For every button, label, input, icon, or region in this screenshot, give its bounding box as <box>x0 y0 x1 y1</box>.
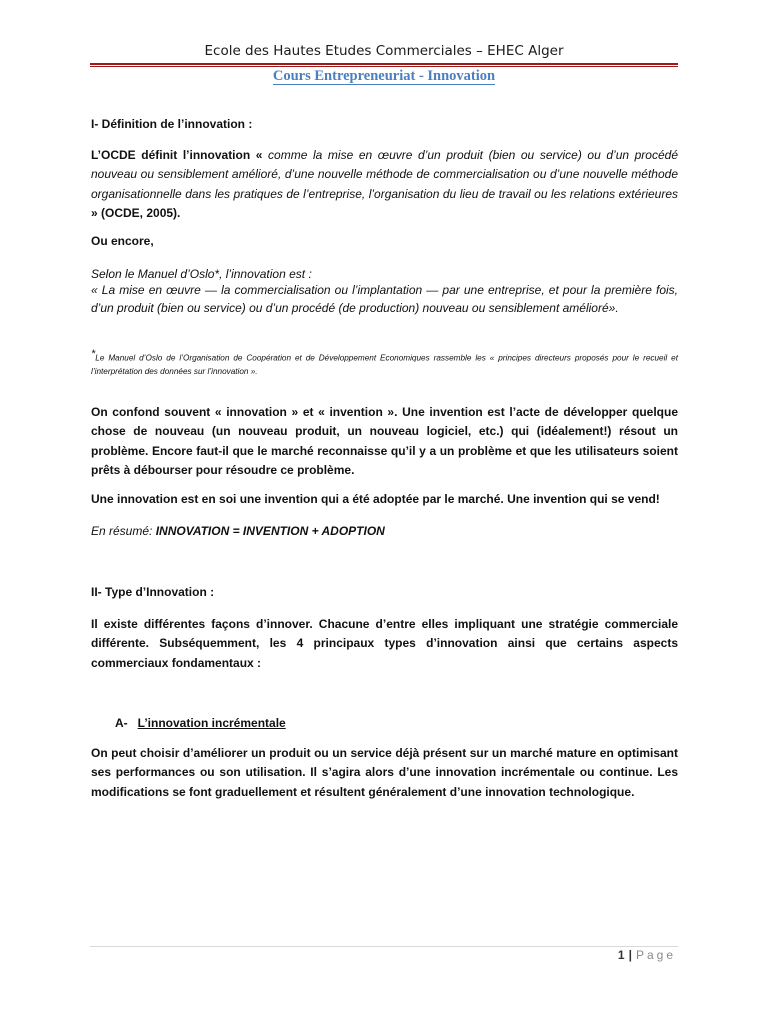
header-rule-thick <box>90 63 678 65</box>
footnote-star: * <box>91 348 96 360</box>
section-1-heading: I- Définition de l’innovation : <box>91 117 253 131</box>
ocde-quote: comme la mise en œuvre d’un produit (bien ou service) ou d’un procédé nouveau ou sensiblement amélioré, d’une nouvelle méthode de commercialisation ou d’une nouvelle méthode organisationnelle dans les pratiques de l’entreprise, l’organisation du lieu de travail ou les relations extérieures <box>91 148 678 201</box>
invention-lead: On confond souvent « innovation » et « invention ». <box>91 405 398 419</box>
summary-lead: En résumé: <box>91 524 156 538</box>
footer-separator: | <box>628 948 632 962</box>
page-number: 1 <box>617 948 625 962</box>
summary-line <box>91 522 678 541</box>
footer-rule <box>90 946 678 947</box>
header-rule-thin <box>90 66 678 67</box>
page-label: Page <box>635 948 676 962</box>
subsection-a-title: L’innovation incrémentale <box>137 716 286 730</box>
course-title-text: Cours Entrepreneuriat - Innovation <box>272 68 496 84</box>
invention-rest: Une invention est l’acte de développer quelque chose de nouveau (un nouveau produit, un nouveau logiciel, etc.) qui (idéalement!) résout un problème. Encore faut-il que le marché reconnaisse qu’il y a un problème et que les utilisateurs soient prêts à débourser pour résoudre ce problème. <box>91 405 678 477</box>
school-header: Ecole des Hautes Etudes Commerciales – EHEC Alger <box>204 43 564 59</box>
adoption-paragraph: Une innovation est en soi une invention qui a été adoptée par le marché. Une invention qui se vend! <box>91 492 660 506</box>
section-2-heading: II- Type d’Innovation : <box>91 585 215 599</box>
ou-encore: Ou encore, <box>91 234 154 248</box>
footnote-text: Le Manuel d’Oslo de l’Organisation de Coopération et de Développement Economiques rassemble les « principes directeurs proposés pour le recueil et l’interprétation des données sur l’innovation ». <box>91 353 678 376</box>
page-footer <box>618 948 676 962</box>
ocde-lead: L’OCDE définit l’innovation « <box>91 148 269 162</box>
summary-formula: INNOVATION = INVENTION + ADOPTION <box>155 524 385 538</box>
oslo-quote: « La mise en œuvre — la commercialisation ou l’implantation — par une entreprise, et pour la première fois, d’un produit (bien ou service) ou d’un procédé (de production) nouveau ou sensiblement amélioré». <box>91 283 678 315</box>
course-title <box>90 68 678 85</box>
oslo-intro: Selon le Manuel d’Oslo*, l’innovation est : <box>91 267 312 281</box>
oslo-footnote <box>91 348 678 378</box>
ocde-citation: » (OCDE, 2005). <box>91 205 181 220</box>
ocde-definition <box>91 146 678 223</box>
subsection-a-letter: A- <box>115 716 128 730</box>
invention-paragraph <box>91 403 678 480</box>
types-intro: Il existe différentes façons d’innover. Chacune d’entre elles impliquant une stratégie commerciale différente. Subséquemment, les 4 principaux types d’innovation ainsi que certains aspects commerciaux fondamentaux : <box>91 617 678 670</box>
subsection-a-heading <box>115 716 286 730</box>
incremental-paragraph: On peut choisir d’améliorer un produit ou un service déjà présent sur un marché mature en optimisant ses performances ou son utilisation. Il s’agira alors d’une innovation incrémentale ou continue. Les modifications se font graduellement et résultent généralement d’une innovation technologique. <box>91 746 678 799</box>
